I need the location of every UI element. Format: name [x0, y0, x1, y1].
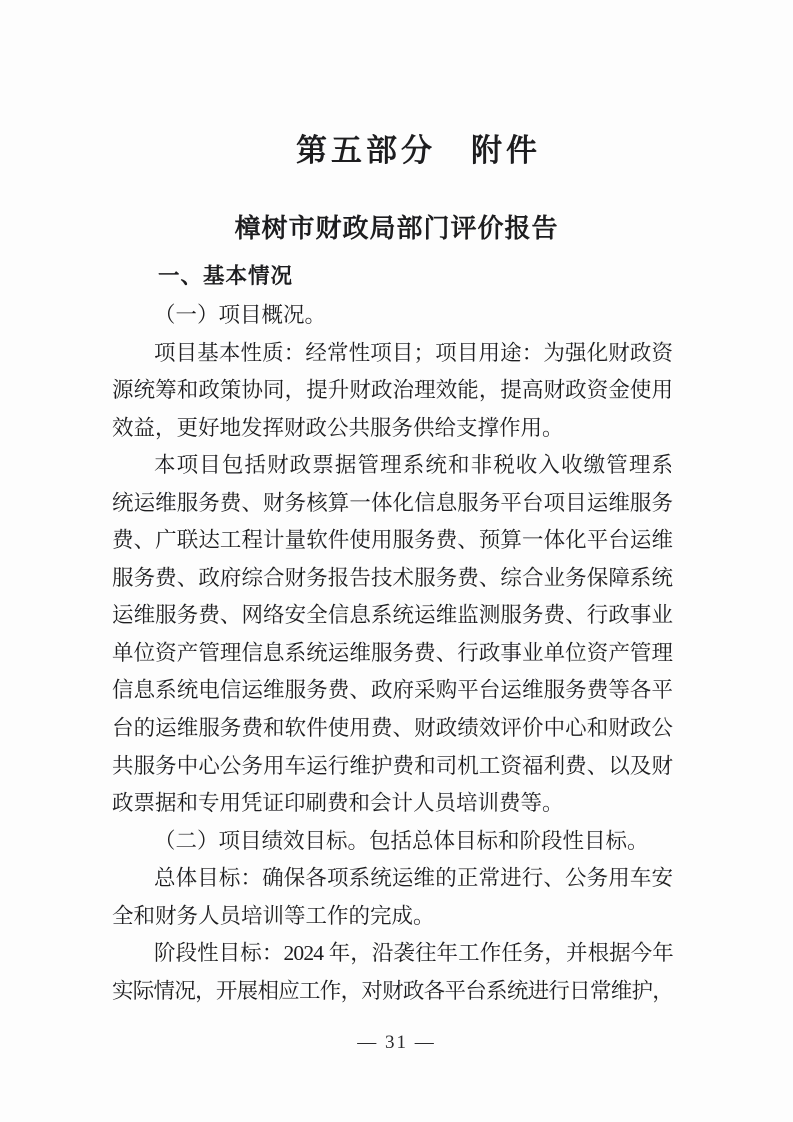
body-lines: [112, 297, 673, 1010]
heading-basic-situation: 一、基本情况: [158, 264, 294, 288]
section-title: 第五部分 附件: [296, 133, 541, 168]
text-line: 信息系统电信运维服务费、政府采购平台运维服务费等各平: [112, 678, 673, 703]
text-line: 统运维服务费、财务核算一体化信息服务平台项目运维服务: [112, 490, 673, 515]
text-line: 效益，更好地发挥财政公共服务供给支撑作用。: [112, 415, 564, 440]
page-number: — 31 —: [357, 1032, 436, 1053]
report-title: 樟树市财政局部门评价报告: [234, 213, 559, 243]
text-line: 服务费、政府综合财务报告技术服务费、综合业务保障系统: [112, 565, 673, 590]
text-line: 阶段性目标：2024 年，沿袭往年工作任务，并根据今年: [154, 941, 673, 966]
document-body: [112, 259, 673, 1010]
text-line: 运维服务费、网络安全信息系统运维监测服务费、行政事业: [112, 603, 673, 628]
text-line: 共服务中心公务用车运行维护费和司机工资福利费、以及财: [112, 753, 673, 778]
text-line: 本项目包括财政票据管理系统和非税收入收缴管理系: [154, 453, 673, 478]
text-line: 费、广联达工程计量软件使用服务费、预算一体化平台运维: [112, 528, 673, 553]
text-line: 源统筹和政策协同，提升财政治理效能，提高财政资金使用: [112, 378, 673, 403]
text-line: （二）项目绩效目标。包括总体目标和阶段性目标。: [154, 828, 649, 853]
text-line: （一）项目概况。: [154, 303, 327, 327]
text-line: 总体目标：确保各项系统运维的正常进行、公务用车安: [154, 866, 673, 891]
text-line: 项目基本性质：经常性项目；项目用途：为强化财政资: [154, 340, 673, 365]
text-line: 全和财务人员培训等工作的完成。: [112, 903, 435, 928]
text-line: 政票据和专用凭证印刷费和会计人员培训费等。: [112, 791, 564, 816]
text-line: 台的运维服务费和软件使用费、财政绩效评价中心和财政公: [112, 716, 673, 741]
text-line: 单位资产管理信息系统运维服务费、行政事业单位资产管理: [112, 640, 673, 665]
text-line: 实际情况，开展相应工作，对财政各平台系统进行日常维护，: [112, 978, 673, 1003]
